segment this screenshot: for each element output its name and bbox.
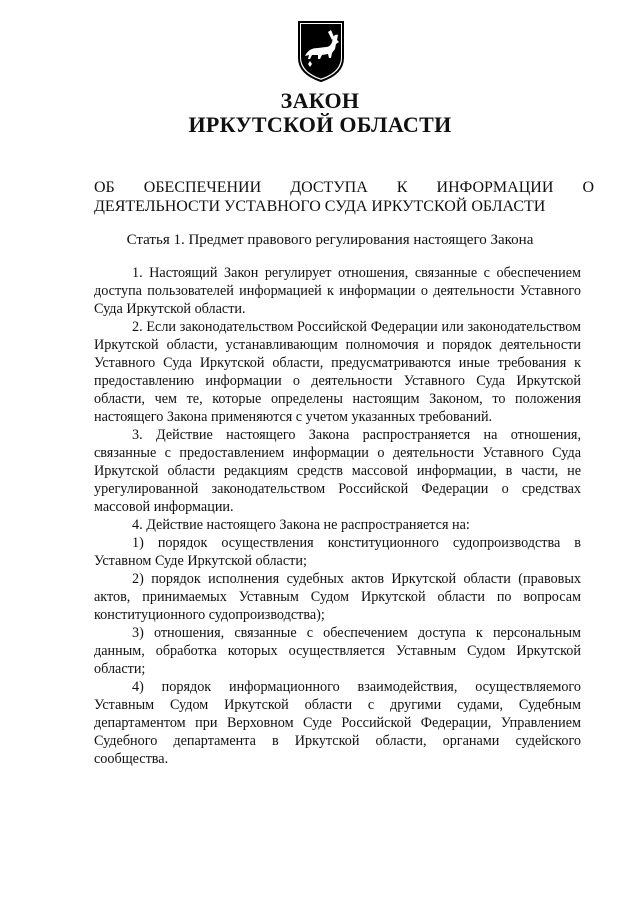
paragraph-1: 1. Настоящий Закон регулирует отношения, связанные с обеспечением доступа пользователей информацией к информации о деятельности Уставного Суда Иркутской области. [94,265,581,317]
list-item-4: 4) порядок информационного взаимодействия, осуществляемого Уставным Судом Иркутской области с другими судами, Судебным департаментом при Верховном Суде Российской Федерации, Управлением Судебного департамента в Иркутской области, органами судейского сообщества. [94,679,581,767]
paragraph-4: 4. Действие настоящего Закона не распространяется на: [132,517,470,533]
list-item-1: 1) порядок осуществления конституционного судопроизводства в Уставном Суде Иркутской области; [94,535,581,569]
list-item-3: 3) отношения, связанные с обеспечением доступа к персональным данным, обработка которых осуществляется Уставным Судом Иркутской области; [94,625,581,677]
document-title-line2: ИРКУТСКОЙ ОБЛАСТИ [188,112,452,137]
paragraph-2: 2. Если законодательством Российской Федерации или законодательством Иркутской области, устанавливающим полномочия и порядок деятельности Уставного Суда Иркутской области, предусматриваются иные требования к предоставлению информации о деятельности Уставного Суда Иркутской области, чем те, которые определены настоящим Законом, то положения настоящего Закона применяются с учетом указанных требований. [94,319,581,425]
document-title-line1: ЗАКОН [280,88,360,113]
coat-of-arms-icon [296,20,346,82]
article-body [94,264,581,768]
paragraph-3: 3. Действие настоящего Закона распространяется на отношения, связанные с предоставлением информации о деятельности Уставного Суда Иркутской области редакциям средств массовой информации, в части, не урегулированной законодательством Российской Федерации о средствах массовой информации. [94,427,581,515]
law-subject: ОБ ОБЕСПЕЧЕНИИ ДОСТУПА К ИНФОРМАЦИИ О ДЕЯТЕЛЬНОСТИ УСТАВНОГО СУДА ИРКУТСКОЙ ОБЛАСТИ [94,179,594,215]
article-heading: Статья 1. Предмет правового регулирования настоящего Закона [126,232,534,248]
list-item-2: 2) порядок исполнения судебных актов Иркутской области (правовых актов, принимаемых Уставным Судом Иркутской области по вопросам конституционного судопроизводства); [94,571,581,623]
